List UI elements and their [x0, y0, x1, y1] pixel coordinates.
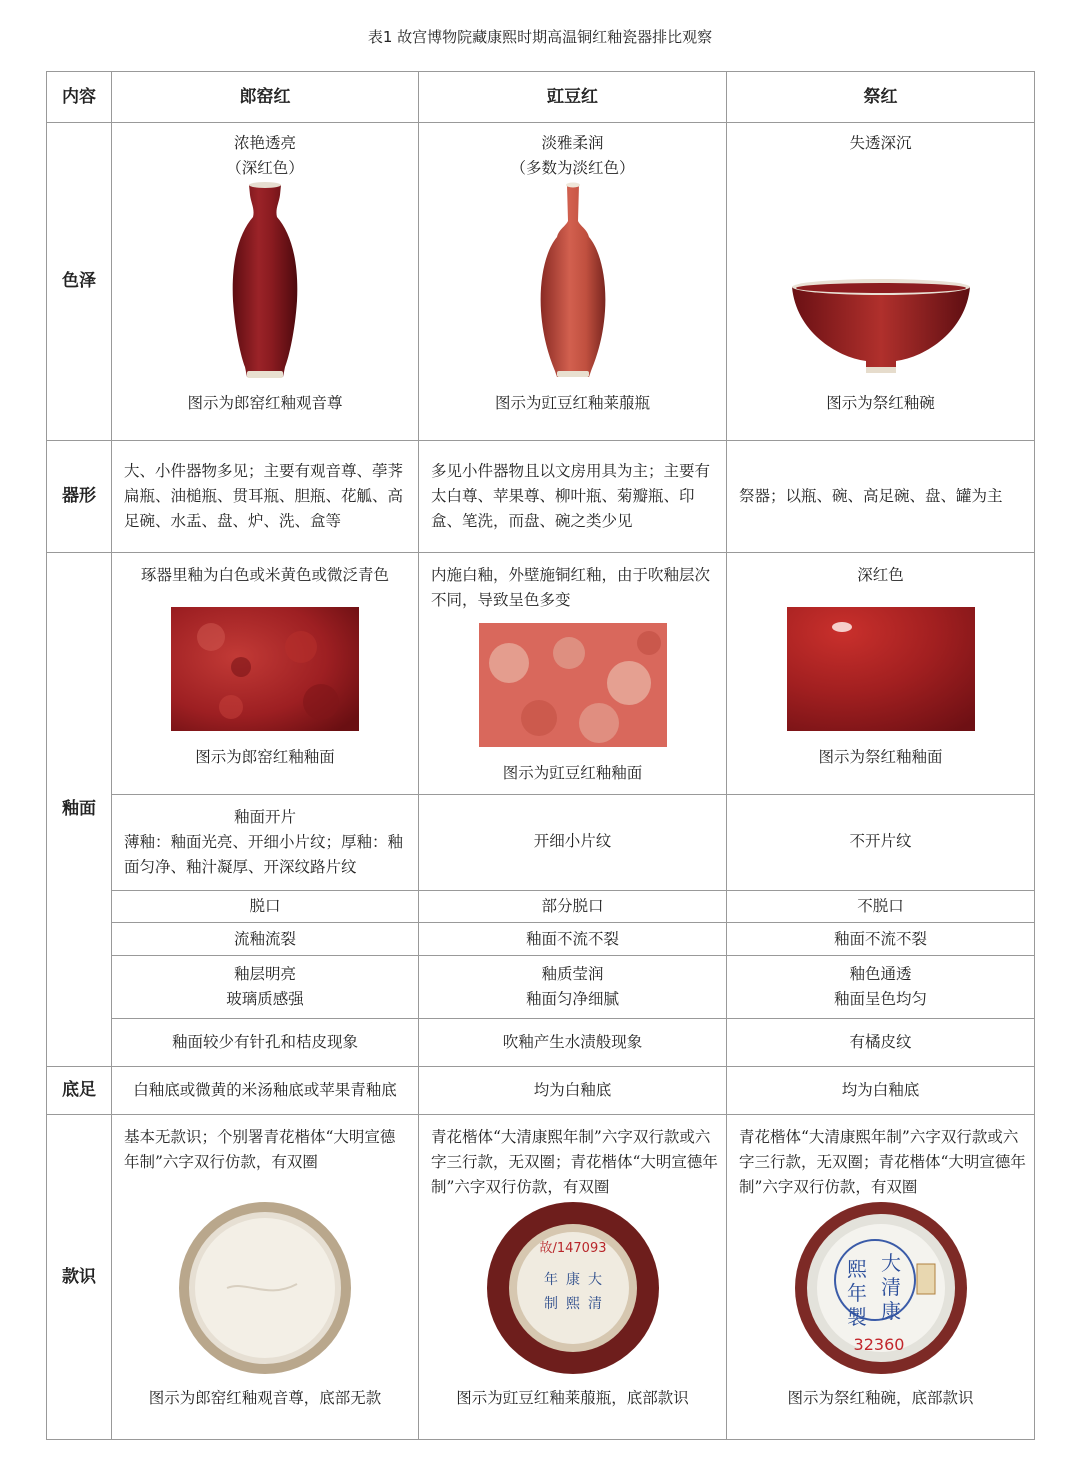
cell-shape-peachbloom: 多见小件器物且以文房用具为主；主要有太白尊、苹果尊、柳叶瓶、菊瓣瓶、印盒、笔洗，而盘、碗之类少见 [419, 441, 727, 553]
langyao-base-image [177, 1200, 353, 1376]
comparison-table [46, 71, 1035, 1440]
row-mark [47, 1115, 1035, 1440]
jihong-bowl-image [786, 181, 976, 381]
cell-mark-jihong [727, 1115, 1035, 1440]
cell-mouth-langyao: 脱口 [112, 891, 419, 923]
cell-flow-langyao: 流釉流裂 [112, 923, 419, 956]
peachbloom-base-image [485, 1200, 661, 1376]
cell-color-langyao [112, 123, 419, 441]
color-caption: 图示为祭红釉碗 [826, 394, 935, 412]
surface-caption: 图示为祭红釉釉面 [818, 748, 943, 766]
row-label-foot: 底足 [47, 1067, 112, 1115]
cell-mark-peachbloom [419, 1115, 727, 1440]
mark-caption: 图示为豇豆红釉莱菔瓶，底部款识 [456, 1389, 689, 1407]
peachbloom-mark-char: 制 [543, 1296, 558, 1312]
row-foot [47, 1067, 1035, 1115]
peachbloom-base-number: 故/147093 [538, 1241, 607, 1256]
header-peachbloom: 豇豆红 [419, 72, 727, 123]
row-glaze-mouth [47, 891, 1035, 923]
cell-flow-peachbloom: 釉面不流不裂 [419, 923, 727, 956]
cell-foot-langyao: 白釉底或微黄的米汤釉底或苹果青釉底 [112, 1067, 419, 1115]
cell-quality-peachbloom [419, 956, 727, 1019]
row-glaze-defects [47, 1019, 1035, 1067]
color-caption: 图示为郎窑红釉观音尊 [187, 394, 343, 412]
jihong-mark-char: 康 [880, 1299, 901, 1323]
row-label-shape: 器形 [47, 441, 112, 553]
header-langyao: 郎窑红 [112, 72, 419, 123]
cell-crackle-langyao [112, 795, 419, 891]
cell-shape-jihong: 祭器；以瓶、碗、高足碗、盘、罐为主 [727, 441, 1035, 553]
cell-surface-langyao [112, 553, 419, 795]
color-desc: 淡雅柔润 [541, 134, 604, 152]
jihong-mark-char: 製 [846, 1305, 867, 1329]
mark-desc: 青花楷体“大清康熙年制”六字双行款或六字三行款，无双圈；青花楷体“大明宣德年制”六字双行仿款，有双圈 [431, 1128, 718, 1196]
row-label-color: 色泽 [47, 123, 112, 441]
cell-defects-jihong: 有橘皮纹 [727, 1019, 1035, 1067]
jihong-mark-char: 大 [880, 1251, 901, 1275]
row-label-mark: 款识 [47, 1115, 112, 1440]
header-content: 内容 [47, 72, 112, 123]
cell-color-jihong [727, 123, 1035, 441]
cell-defects-langyao: 釉面较少有针孔和桔皮现象 [112, 1019, 419, 1067]
row-glaze-surface [47, 553, 1035, 795]
color-desc-sub: （多数为淡红色） [510, 159, 635, 177]
row-color [47, 123, 1035, 441]
peachbloom-mark-char: 年 [543, 1272, 558, 1288]
quality-line: 釉色通透 [849, 965, 912, 983]
mark-caption: 图示为郎窑红釉观音尊，底部无款 [148, 1389, 382, 1407]
cell-surface-peachbloom [419, 553, 727, 795]
langyao-vase-image [225, 181, 305, 381]
header-jihong: 祭红 [727, 72, 1035, 123]
quality-line: 釉面呈色均匀 [833, 990, 927, 1008]
cell-flow-jihong: 釉面不流不裂 [727, 923, 1035, 956]
cell-defects-peachbloom: 吹釉产生水渍般现象 [419, 1019, 727, 1067]
quality-line: 玻璃质感强 [226, 990, 304, 1008]
color-desc: 浓艳透亮 [233, 134, 296, 152]
header-row [47, 72, 1035, 123]
jihong-mark-char: 清 [880, 1275, 901, 1299]
peachbloom-glaze-image [479, 623, 667, 747]
cell-mouth-jihong: 不脱口 [727, 891, 1035, 923]
langyao-glaze-image [171, 607, 359, 731]
cell-foot-jihong: 均为白釉底 [727, 1067, 1035, 1115]
table-title: 表1 故宫博物院藏康熙时期高温铜红釉瓷器排比观察 [367, 28, 713, 46]
crackle-title: 不开片纹 [849, 832, 912, 850]
crackle-title: 釉面开片 [233, 808, 296, 826]
mark-caption: 图示为祭红釉碗，底部款识 [787, 1389, 974, 1407]
row-shape [47, 441, 1035, 553]
mark-desc: 青花楷体“大清康熙年制”六字双行款或六字三行款，无双圈；青花楷体“大明宣德年制”六字双行仿款，有双圈 [739, 1128, 1026, 1196]
cell-color-peachbloom [419, 123, 727, 441]
peachbloom-mark-char: 康 [565, 1272, 580, 1288]
cell-shape-langyao: 大、小件器物多见；主要有观音尊、荸荠扁瓶、油槌瓶、贯耳瓶、胆瓶、花觚、高足碗、水盂、盘、炉、洗、盒等 [112, 441, 419, 553]
jihong-mark-char: 年 [846, 1281, 867, 1305]
quality-line: 釉质莹润 [541, 965, 604, 983]
jihong-base-number: 32360 [853, 1335, 904, 1354]
mark-desc: 基本无款识；个别署青花楷体“大明宣德年制”六字双行仿款，有双圈 [124, 1128, 396, 1171]
cell-mark-langyao [112, 1115, 419, 1440]
cell-foot-peachbloom: 均为白釉底 [419, 1067, 727, 1115]
peachbloom-mark-char: 大 [587, 1272, 602, 1288]
jihong-base-image [793, 1200, 969, 1376]
row-glaze-flow [47, 923, 1035, 956]
jihong-glaze-image [787, 607, 975, 731]
crackle-desc: 薄釉：釉面光亮、开细小片纹；厚釉：釉面匀净、釉汁凝厚、开深纹路片纹 [124, 833, 404, 876]
surface-desc: 内施白釉，外壁施铜红釉，由于吹釉层次不同，导致呈色多变 [431, 566, 711, 609]
cell-crackle-peachbloom [419, 795, 727, 891]
surface-desc: 琢器里釉为白色或米黄色或微泛青色 [140, 566, 389, 584]
cell-surface-jihong [727, 553, 1035, 795]
peachbloom-mark-char: 清 [587, 1296, 602, 1312]
jihong-mark-char: 熙 [846, 1257, 867, 1281]
surface-desc: 深红色 [857, 566, 904, 584]
crackle-title: 开细小片纹 [533, 832, 612, 850]
surface-caption: 图示为郎窑红釉釉面 [195, 748, 335, 766]
surface-caption: 图示为豇豆红釉釉面 [502, 764, 643, 782]
row-glaze-quality [47, 956, 1035, 1019]
quality-line: 釉面匀净细腻 [525, 990, 619, 1008]
row-label-glaze: 釉面 [47, 553, 112, 1067]
cell-mouth-peachbloom: 部分脱口 [419, 891, 727, 923]
peachbloom-vase-image [533, 181, 613, 381]
color-caption: 图示为豇豆红釉莱菔瓶 [494, 394, 650, 412]
peachbloom-mark-char: 熙 [565, 1296, 580, 1312]
cell-crackle-jihong [727, 795, 1035, 891]
cell-quality-jihong [727, 956, 1035, 1019]
color-desc: 失透深沉 [849, 134, 912, 152]
row-glaze-crackle [47, 795, 1035, 891]
cell-quality-langyao [112, 956, 419, 1019]
quality-line: 釉层明亮 [233, 965, 296, 983]
color-desc-sub: （深红色） [226, 159, 304, 177]
